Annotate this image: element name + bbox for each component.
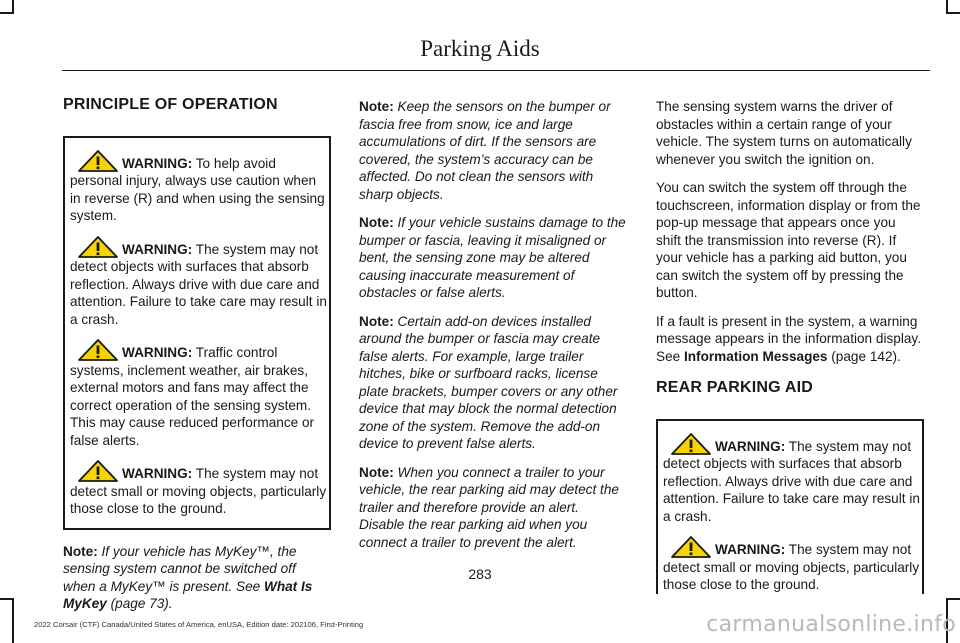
warning-item (70, 236, 328, 329)
warning-label: WARNING: (715, 438, 786, 454)
crop-mark (946, 12, 960, 14)
warning-text: The system may not detect objects with surfaces that absorb reflection. Always drive with due care and attention. Failure to take care may result in a crash. (663, 438, 920, 524)
middle-column (359, 98, 627, 562)
note (359, 214, 627, 302)
note-text: Keep the sensors on the bumper or fascia free from snow, ice and large accumulations of dirt. If the sensors are covered, the system’s accuracy can be affected. Do not clean the sensors with sharp objects. (359, 99, 611, 202)
paragraph: The sensing system warns the driver of obstacles within a certain range of your vehicle. The system turns on automatically whenever you switch the ignition on. (656, 99, 912, 167)
note-text: Certain add-on devices installed around the bumper or fascia may create false alerts. For example, large trailer hitches, bike or surfboard racks, license plate brackets, bumper covers or any other device that may block the normal detection zone of the system. Remove the add-on device to prevent false alerts. (359, 313, 618, 451)
warning-label: WARNING: (122, 155, 193, 171)
crop-mark (946, 598, 960, 600)
section-heading: REAR PARKING AID (656, 379, 813, 396)
section-heading: PRINCIPLE OF OPERATION (63, 96, 278, 113)
right-column (656, 98, 924, 594)
cross-reference-link[interactable]: What Is MyKey (63, 578, 313, 611)
warning-triangle-icon (78, 236, 118, 258)
footer-edition-info: 2022 Corsair (CTF) Canada/United States of America, enUSA, Edition date: 202106, First-Printing (34, 620, 364, 629)
warning-text: The system may not detect small or moving objects, particularly those close to the ground. (663, 542, 920, 592)
crop-mark (12, 598, 14, 643)
warning-label: WARNING: (122, 241, 193, 257)
warning-triangle-icon (671, 536, 711, 558)
warning-text: The system may not detect small or moving objects, particularly those close to the ground. (70, 466, 327, 516)
warning-box (63, 136, 331, 530)
page-title: Parking Aids (420, 36, 540, 61)
cross-reference-link[interactable]: Information Messages (683, 348, 828, 364)
note-text: If your vehicle has MyKey™, the sensing system cannot be switched off when a MyKey™ is present. See (63, 543, 297, 594)
page-reference: (page 73). (110, 596, 173, 611)
warning-label: WARNING: (122, 345, 193, 360)
note-label: Note: (359, 215, 394, 230)
note-label: Note: (63, 543, 98, 559)
note (359, 98, 627, 203)
header-rule (62, 70, 930, 71)
warning-label: WARNING: (122, 466, 193, 481)
crop-mark (0, 12, 14, 14)
note-label: Note: (359, 99, 394, 114)
warning-text: To help avoid personal injury, always use caution when in reverse (R) and when using the sensing system. (70, 155, 325, 223)
note-text: If your vehicle sustains damage to the bumper or fascia, leaving it misaligned or bent, the sensing zone may be altered causing inaccurate measurement of obstacles or false alerts. (359, 215, 626, 300)
note-label: Note: (359, 464, 394, 480)
warning-text: The system may not detect objects with surfaces that absorb reflection. Always drive with due care and attention. Failure to take care may result in a crash. (70, 241, 327, 327)
warning-item (70, 339, 328, 449)
warning-triangle-icon (671, 433, 711, 455)
crop-mark (0, 598, 14, 600)
note (359, 313, 627, 453)
paragraph: You can switch the system off through the touchscreen, information display or from the pop-up message that appears once you shift the transmission into reverse (R). If your vehicle has a parking aid button, you can switch the system off by pressing the button. (656, 180, 921, 300)
page-number: 283 (468, 566, 492, 582)
warning-triangle-icon (78, 339, 118, 361)
warning-item (663, 433, 921, 526)
page-reference: (page 142). (831, 348, 901, 364)
left-column (63, 86, 331, 624)
warning-text: Traffic control systems, inclement weather, air brakes, external motors and fans may affect the correct operation of the sensing system. This may cause reduced performance or false alerts. (70, 345, 315, 448)
warning-label: WARNING: (715, 542, 786, 557)
warning-triangle-icon (78, 150, 118, 172)
note (359, 464, 627, 552)
warning-item (70, 460, 328, 518)
paragraph (656, 313, 924, 366)
warning-triangle-icon (78, 460, 118, 482)
note-label: Note: (359, 313, 394, 329)
warning-item (70, 150, 328, 225)
warning-item (663, 536, 921, 594)
watermark: carmanualsonline.info (706, 612, 956, 637)
paragraph-text: If a fault is present in the system, a warning message appears in the information display. See (656, 313, 921, 364)
note-text: When you connect a trailer to your vehicle, the rear parking aid may detect the trailer and therefore provide an alert. Disable the rear parking aid when you connect a trailer to prevent the alert. (359, 464, 619, 550)
